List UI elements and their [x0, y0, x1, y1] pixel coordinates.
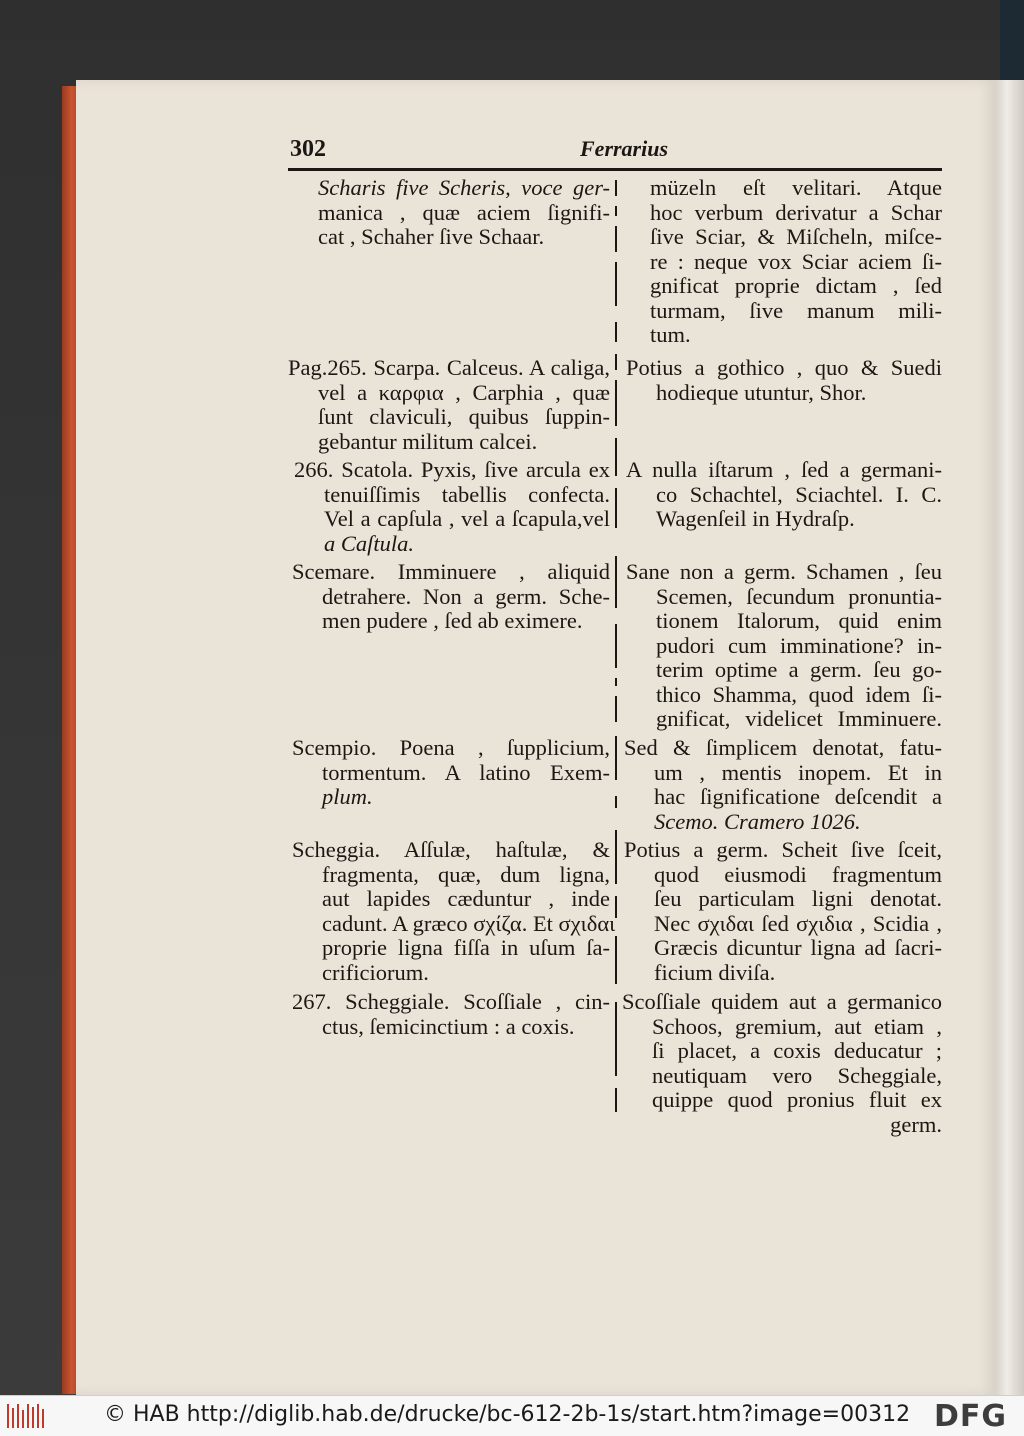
text-line: Vel a capſula , vel a ſcapula,vel	[324, 506, 610, 531]
text-line: proprie ligna fiſſa in uſum ſa-	[322, 935, 610, 960]
text-line: fragmenta, quæ, dum ligna,	[322, 861, 610, 887]
text-line: quod eiusmodi fragmentum	[654, 861, 942, 887]
text-line: men pudere , ſed ab eximere.	[322, 608, 583, 633]
running-title: Ferrarius	[580, 136, 669, 161]
text-line: ficium diviſa.	[654, 959, 776, 985]
entry-scarpa	[288, 356, 610, 454]
header-rule	[288, 168, 942, 171]
text-line: ſive Sciar, & Miſcheln, miſce-	[650, 224, 942, 249]
text-line: cat , Schaher ſive Schaar.	[318, 224, 545, 249]
entry-scheggia	[292, 837, 616, 985]
text-line: Sed & ſimplicem denotat, fatu-	[624, 735, 942, 760]
text-line: germ.	[890, 1111, 942, 1137]
entry-scossiale	[622, 990, 942, 1137]
copyright-link[interactable]: © HAB http://diglib.hab.de/drucke/bc-612-2b-1s/start.htm?image=00312	[104, 1402, 911, 1427]
text-line: Scemen, ſecundum pronuntia-	[656, 583, 942, 609]
text-line: Scharis five Scheris, voce ger-	[318, 175, 610, 200]
entry-scemare	[292, 560, 610, 634]
page-number: 302	[290, 136, 326, 162]
text-line: neutiquam vero Scheggiale,	[652, 1062, 942, 1088]
text-line: Potius a germ. Scheit ſive ſceit,	[624, 837, 942, 862]
text-line: Scheggia. Aſſulæ, haſtulæ, &	[292, 837, 610, 862]
text-line: gebantur militum calcei.	[318, 428, 538, 454]
text-line: re : neque vox Sciar aciem ſi-	[650, 248, 942, 274]
text-line: vel a καρφια , Carphia , quæ	[318, 379, 610, 405]
text-line: Pag.265. Scarpa. Calceus. A caliga,	[288, 355, 610, 380]
text-line: terim optime a germ. ſeu go-	[656, 657, 942, 682]
text-line: hodieque utuntur, Shor.	[656, 379, 867, 405]
text-line: a Caſtula.	[324, 530, 415, 556]
entry-potius-gothico	[626, 356, 942, 405]
text-line: tionem Italorum, quid enim	[656, 608, 942, 633]
text-line: turmam, ſive manum mili-	[650, 297, 942, 323]
scan-corner-dark	[1000, 0, 1024, 82]
text-line: um , mentis inopem. Et in	[654, 759, 942, 785]
text-line: Scoſſiale quidem aut a germanico	[622, 989, 942, 1014]
text-line: Scemo. Cramero 1026.	[654, 808, 861, 834]
running-head	[290, 132, 940, 166]
text-line: detrahere. Non a germ. Sche-	[322, 583, 610, 609]
text-line: hoc verbum derivatur a Schar	[650, 199, 942, 225]
text-line: Sane non a germ. Schamen , ſeu	[626, 559, 942, 584]
text-line: co Schachtel, Sciachtel. I. C.	[656, 481, 942, 507]
entry-scempio	[292, 736, 610, 810]
text-line: tormentum. A latino Exem-	[322, 759, 610, 785]
text-line: manica , quæ aciem ſignifi-	[318, 199, 610, 225]
text-line: plum.	[322, 784, 373, 809]
text-line: A nulla iſtarum , ſed a germani-	[626, 457, 942, 482]
entry-scatola	[294, 458, 610, 556]
text-line: 267. Scheggiale. Scoſſiale , cin-	[292, 989, 610, 1014]
text-line: ctus, ſemicinctium : a coxis.	[322, 1013, 575, 1039]
dfg-logo: DFG	[934, 1399, 1008, 1434]
text-line: ſi placet, a coxis deducatur ;	[652, 1038, 942, 1063]
entry-sed-simplicem	[624, 736, 942, 834]
entry-sane-non	[626, 560, 942, 732]
entry-a-nulla	[626, 458, 942, 532]
text-line: Scemare. Imminuere , aliquid	[292, 559, 610, 584]
next-page-edge	[996, 80, 1024, 1395]
text-line: thico Shamma, quod idem ſi-	[656, 681, 942, 707]
text-line: Scempio. Poena , ſupplicium,	[292, 735, 610, 760]
text-line: aut lapides cæduntur , inde	[322, 886, 610, 911]
text-line: tenuiſſimis tabellis confecta.	[324, 481, 610, 507]
text-line: pudori cum imminatione? in-	[656, 632, 942, 658]
text-line: Schoos, gremium, aut etiam ,	[652, 1013, 942, 1039]
text-line: Potius a gothico , quo & Suedi	[626, 355, 942, 380]
entry-potius-scheit	[624, 838, 942, 985]
hab-barcode-logo-icon	[6, 1402, 48, 1430]
entry-muzeln	[650, 176, 942, 348]
column-divider	[613, 176, 619, 1116]
text-line: hac ſignificatione deſcendit a	[654, 784, 942, 809]
text-line: gnificat, videlicet Imminuere.	[656, 706, 942, 731]
text-line: ſunt claviculi, quibus ſuppin-	[318, 404, 610, 429]
text-line: 266. Scatola. Pyxis, ſive arcula ex	[294, 457, 610, 482]
text-line: crificiorum.	[322, 959, 429, 985]
text-line: Wagenſeil in Hydraſp.	[656, 506, 855, 531]
entry-scheggiale	[292, 990, 610, 1039]
entry-scharis	[318, 176, 610, 250]
text-line: Græcis dicuntur ligna ad ſacri-	[654, 935, 942, 960]
text-line: müzeln eſt velitari. Atque	[650, 175, 942, 200]
text-line: Nec σχιδαι ſed σχιδια , Scidia ,	[654, 910, 942, 936]
text-line: cadunt. A græco σχίζα. Et σχιδαι	[322, 910, 616, 936]
viewer-footer	[0, 1395, 1024, 1436]
text-line: ſeu particulam ligni denotat.	[654, 886, 942, 911]
text-line: gnificat proprie dictam , ſed	[650, 273, 942, 298]
text-line: quippe quod pronius fluit ex	[652, 1087, 942, 1112]
text-line: tum.	[650, 322, 691, 347]
